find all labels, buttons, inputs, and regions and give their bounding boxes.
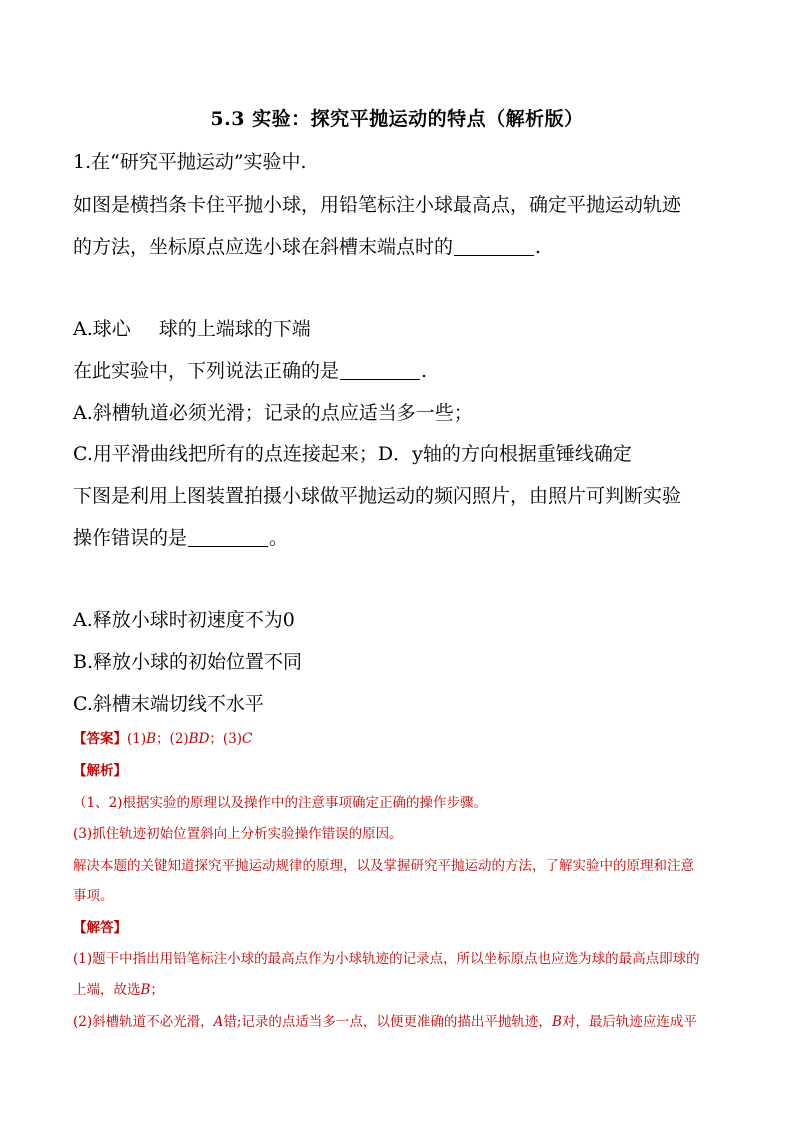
analysis-paragraph-3-cont: 事项。 [73,888,114,904]
solution-1-value: B [140,982,151,998]
question-3-option-c: C.斜槽末端切线不水平 [73,693,264,715]
question-3-line-2 [73,523,288,550]
solution-1-end: ； [150,982,164,998]
answer-value-2: BD [188,731,210,747]
solution-label: 【解答】 [73,920,127,936]
question-1-options [73,314,311,341]
question-3-option-a: A.释放小球时初速度不为0 [73,609,295,631]
page-title: 5.3 实验：探究平抛运动的特点（解析版） [210,108,584,130]
question-1-line-2-end: . [535,236,542,258]
analysis-paragraph-2: (3)抓住轨迹初始位置斜向上分析实验操作错误的原因。 [73,826,403,842]
answer-part-3: ；(3) [209,731,243,747]
question-1-intro: 1.在“研究平抛运动”实验中. [73,151,307,173]
answer-blank [188,527,268,547]
answer-blank [340,360,420,380]
answer-line [73,727,252,747]
question-3-end: 。 [269,527,289,549]
solution-1-text: 上端，故选 [73,982,141,998]
question-2-option-a: A.斜槽轨道必须光滑；记录的点应适当多一些； [73,402,473,424]
question-3-option-b: B.释放小球的初始位置不同 [73,651,303,673]
solution-1-line-2 [73,978,164,998]
question-2-text: 在此实验中，下列说法正确的是 [73,360,340,382]
answer-part-1: (1) [127,731,147,747]
question-1-line-2-text: 的方法，坐标原点应选小球在斜槽末端点时的 [73,236,454,258]
question-1-line-1: 如图是横挡条卡住平抛小球，用铅笔标注小球最高点，确定平抛运动轨迹 [73,194,682,216]
question-3-line-1: 下图是利用上图装置拍摄小球做平抛运动的频闪照片，由照片可判断实验 [73,485,682,507]
analysis-paragraph-1: （1、2)根据实验的原理以及操作中的注意事项确定正确的操作步骤。 [73,795,487,811]
option-a: A.球心 [73,318,131,340]
option-b: 球的上端球的下端 [158,318,311,340]
question-2-option-c: C.用平滑曲线把所有的点连接起来；D．y轴的方向根据重锤线确定 [73,443,632,465]
solution-1-line-1: (1)题干中指出用铅笔标注小球的最高点作为小球轨迹的记录点，所以坐标原点也应选为球的最高点即球的 [73,951,700,967]
solution-2-option-b: B [551,1014,562,1030]
question-3-text: 操作错误的是 [73,527,188,549]
solution-2-text: (2)斜槽轨道不必光滑， [73,1014,214,1030]
solution-2-option-a: A [213,1014,224,1030]
analysis-paragraph-3: 解决本题的关键知道探究平抛运动规律的原理，以及掌握研究平抛运动的方法，了解实验中的原理和注意 [73,858,694,874]
analysis-label: 【解析】 [73,763,127,779]
answer-blank [454,236,534,256]
question-2-end: . [421,360,428,382]
answer-value-3: C [242,731,253,747]
solution-2-end: 对，最后轨迹应连成平 [561,1014,697,1030]
answer-value-1: B [146,731,157,747]
question-2-stem [73,356,427,383]
question-1-line-2 [73,232,541,259]
solution-2-middle: 错;记录的点适当多一点，以便更准确的描出平抛轨迹， [223,1014,552,1030]
solution-2-line-1 [73,1010,697,1030]
answer-part-2: ；(2) [156,731,189,747]
answer-label: 【答案】 [73,731,127,747]
